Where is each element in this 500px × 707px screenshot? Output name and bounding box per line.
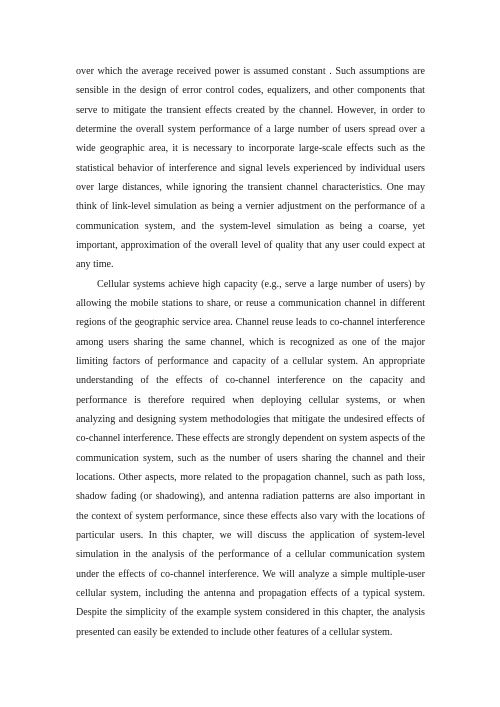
paragraph-continuation: over which the average received power is assumed constant . Such assumptions are sensible in the design of error control codes, equalizers, and other components that serve to mitigate the transient effects created by the channel. However, in order to determine the overall system performance of a large number of users spread over a wide geographic area, it is necessary to incorporate large-scale effects such as the statistical behavior of interference and signal levels experienced by individual users over large distances, while ignoring the transient channel characteristics. One may think of link-level simulation as being a vernier adjustment on the performance of a communication system, and the system-level simulation as being a coarse, yet important, approximation of the overall level of quality that any user could expect at any time. (76, 66, 425, 271)
body-text (76, 62, 425, 642)
paragraph-cellular-systems: Cellular systems achieve high capacity (e.g., serve a large number of users) by allowing the mobile stations to share, or reuse a communication channel in different regions of the geographic service area. Channel reuse leads to co-channel interference among users sharing the same channel, which is recognized as one of the major limiting factors of performance and capacity of a cellular system. An appropriate understanding of the effects of co-channel interference on the capacity and performance is therefore required when deploying cellular systems, or when analyzing and designing system methodologies that mitigate the undesired effects of co-channel interference. These effects are strongly dependent on system aspects of the communication system, such as the number of users sharing the channel and their locations. Other aspects, more related to the propagation channel, such as path loss, shadow fading (or shadowing), and antenna radiation patterns are also important in the context of system performance, since these effects also vary with the locations of particular users. In this chapter, we will discuss the application of system-level simulation in the analysis of the performance of a cellular communication system under the effects of co-channel interference. We will analyze a simple multiple-user cellular system, including the antenna and propagation effects of a typical system. Despite the simplicity of the example system considered in this chapter, the analysis presented can easily be extended to include other features of a cellular system. (76, 278, 425, 638)
